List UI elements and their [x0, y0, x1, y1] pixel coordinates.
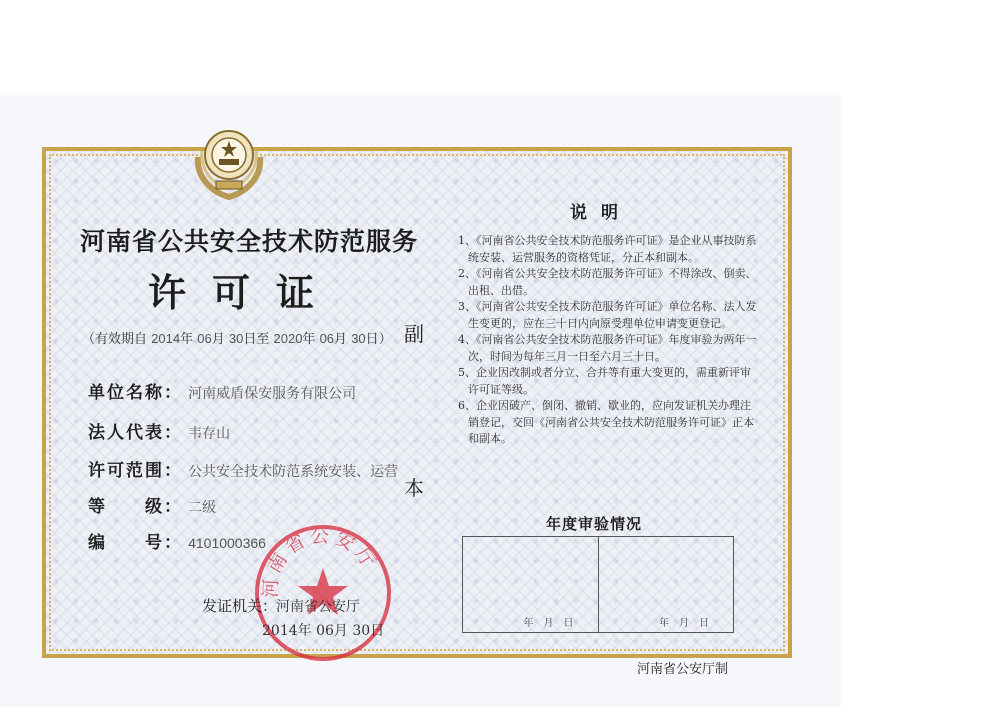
copy-mark-bottom: 本 — [404, 476, 424, 500]
issue-month: 06 — [316, 623, 334, 639]
official-seal — [248, 518, 398, 668]
issuer-value: 河南省公安厅 — [276, 598, 360, 614]
validity-end-day: 30 — [351, 331, 366, 346]
issue-date — [262, 620, 384, 640]
org-title: 河南省公共安全技术防范服务 — [80, 227, 419, 256]
field-value-scope: 公共安全技术防范系统安装、运营 — [188, 463, 399, 479]
annual-review-table — [462, 536, 734, 633]
issuer-label: 发证机关： — [202, 597, 278, 615]
note-item: 1、《河南省公共安全技术防范服务许可证》是企业从事技防系统安装、运营服务的资格凭证，分正本和副本。 — [458, 234, 757, 264]
field-value-number: 4101000366 — [188, 535, 266, 551]
month-label: 月 — [334, 332, 348, 347]
year-label: 年 — [302, 332, 316, 347]
notes-list — [458, 233, 758, 448]
police-emblem-icon — [186, 117, 272, 203]
validity-period — [82, 328, 392, 347]
annual-review-title: 年度审验情况 — [546, 515, 643, 533]
issue-year: 2014 — [262, 623, 298, 639]
validity-suffix: ） — [378, 332, 392, 347]
footer-maker: 河南省公安厅制 — [637, 661, 729, 676]
field-label: 许可范围： — [88, 461, 183, 481]
seal-text: 河南省公安厅 — [259, 525, 382, 599]
note-item: 5、企业因改制或者分立、合并等有重大变更的，需重新评审许可证等级。 — [458, 366, 751, 396]
day-label: 日 — [243, 332, 257, 347]
field-row-scope — [88, 456, 398, 481]
validity-prefix: （有效期自 — [82, 332, 148, 347]
note-item: 3、《河南省公共安全技术防范服务许可证》单位名称、法人发生变更的，应在三十日内向原受理单位申请变更登记。 — [458, 300, 757, 330]
field-row-number — [88, 528, 266, 553]
field-label: 等 级： — [88, 497, 183, 517]
note-item: 6、企业因破产、倒闭、撤销、歇业的，应向发证机关办理注销登记，交回《河南省公共安全技术防范服务许可证》正本和副本。 — [458, 399, 754, 445]
field-value-legal-rep: 韦存山 — [188, 425, 231, 441]
field-label: 编 号： — [88, 533, 183, 553]
annual-review-date: 年月日 — [523, 618, 584, 629]
validity-to: 至 — [256, 332, 270, 347]
validity-start-day: 30 — [228, 331, 244, 346]
validity-end-month: 06 — [319, 331, 335, 346]
annual-review-cell — [463, 537, 598, 632]
day-label: 日 — [370, 623, 385, 639]
field-label: 单位名称： — [88, 383, 183, 403]
year-label: 年 — [297, 623, 312, 639]
note-item: 2、《河南省公共安全技术防范服务许可证》不得涂改、倒卖、出租、出借。 — [458, 267, 757, 297]
field-row-level — [88, 492, 216, 517]
annual-review-cell — [598, 537, 734, 632]
issue-day: 30 — [352, 623, 371, 639]
field-label: 法人代表： — [88, 423, 183, 443]
note-item: 4、《河南省公共安全技术防范服务许可证》年度审验为两年一次，时间为每年三月一日至六月三十日。 — [458, 333, 757, 363]
validity-start-year: 2014 — [151, 331, 181, 346]
day-label: 日 — [365, 332, 379, 347]
field-value-level: 二级 — [188, 499, 217, 515]
certificate-title: 许可证 — [148, 270, 341, 315]
annual-review-date: 年月日 — [659, 618, 719, 629]
month-label: 月 — [211, 332, 225, 347]
validity-start-month: 06 — [197, 331, 212, 346]
year-label: 年 — [180, 332, 194, 347]
field-row-company — [88, 378, 356, 403]
notes-title: 说明 — [570, 203, 632, 223]
validity-end-year: 2020 — [273, 331, 303, 346]
field-row-legal-rep — [88, 418, 230, 443]
copy-mark-top: 副 — [404, 322, 424, 346]
field-value-company: 河南威盾保安服务有限公司 — [188, 385, 357, 401]
month-label: 月 — [333, 623, 348, 639]
